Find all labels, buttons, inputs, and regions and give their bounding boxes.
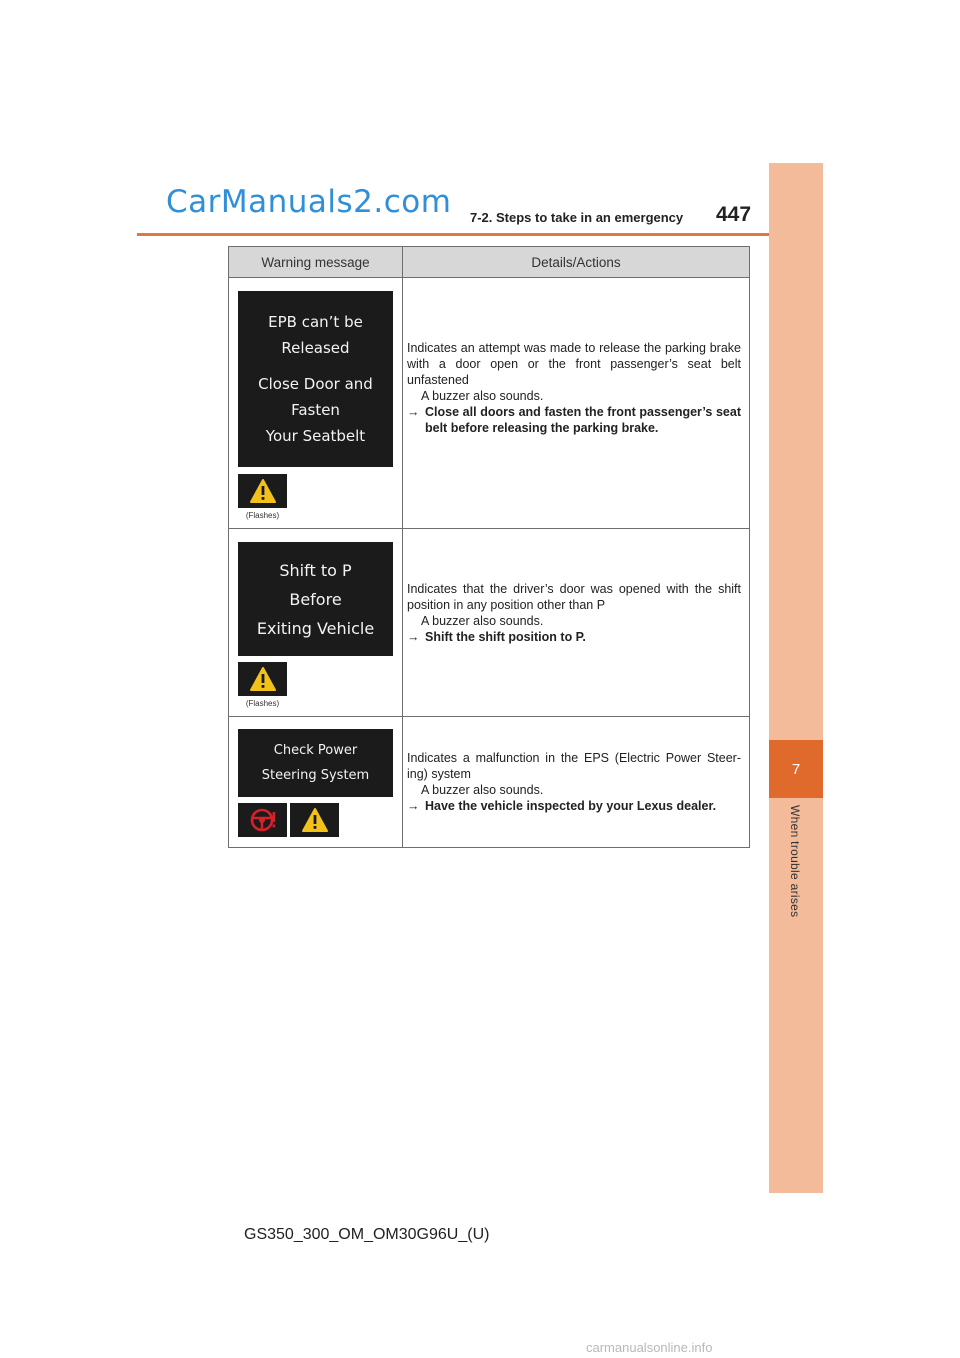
details-text <box>403 750 749 814</box>
warning-triangle-icon <box>250 479 276 503</box>
chapter-number: 7 <box>769 740 823 798</box>
details-cell <box>403 529 750 717</box>
page-number: 447 <box>716 203 752 226</box>
description: Indicates that the driver’s door was opened with the shift position in any position other than P <box>407 581 741 612</box>
action-instruction: → Shift the shift position to P. <box>407 629 586 644</box>
details-text <box>403 581 749 645</box>
buzzer-note: A buzzer also sounds. <box>421 613 544 628</box>
warning-light-icon <box>238 474 287 508</box>
arrow-right-icon: → <box>407 799 420 813</box>
buzzer-note: A buzzer also sounds. <box>421 389 544 403</box>
action-instruction: → Have the vehicle inspected by your Lexus dealer. <box>407 799 717 813</box>
display-text-line: EPB can’t be <box>268 313 363 331</box>
description: Indicates a malfunction in the EPS (Electric Power Steer-ing) system <box>407 751 741 781</box>
table-header-row <box>229 247 750 278</box>
details-cell <box>403 278 750 529</box>
warning-message-cell <box>229 529 403 717</box>
table-row <box>229 717 750 848</box>
warning-light-icon <box>238 662 287 696</box>
display-message-panel <box>238 729 393 797</box>
display-text-line: Before <box>289 589 342 609</box>
display-text-line: Check Power <box>273 743 358 758</box>
warning-triangle-icon <box>302 808 328 832</box>
display-text-line: Exiting Vehicle <box>256 618 375 638</box>
chapter-label: When trouble arises <box>788 805 802 918</box>
warning-message-cell <box>229 717 403 848</box>
header-details-actions: Details/Actions <box>403 247 750 278</box>
warning-message-cell <box>229 278 403 529</box>
steering-wheel-exclamation-icon <box>249 807 277 833</box>
details-text <box>403 340 749 436</box>
table-row <box>229 529 750 717</box>
document-code: GS350_300_OM_OM30G96U_(U) <box>244 1226 490 1243</box>
display-text-line: Shift to P <box>279 560 352 580</box>
display-text-line: Released <box>281 339 350 357</box>
arrow-right-icon: → <box>407 405 420 419</box>
warning-triangle-icon <box>250 667 276 691</box>
flashes-note: (Flashes) <box>245 511 280 520</box>
chapter-side-tab <box>769 163 823 1193</box>
display-text-line: Steering System <box>261 768 370 783</box>
display-text-line: Fasten <box>291 401 340 419</box>
display-text-line: Close Door and <box>258 375 373 393</box>
display-text-line: Your Seatbelt <box>265 427 366 445</box>
flashes-note: (Flashes) <box>245 699 280 708</box>
header-rule <box>137 233 823 236</box>
warning-light-icon <box>290 803 339 837</box>
display-message-panel <box>238 291 393 467</box>
watermark-footer: carmanualsonline.info <box>586 1340 713 1355</box>
action-instruction: → Close all doors and fasten the front passenger’s seat belt before releasing the parking brake. <box>407 405 741 435</box>
warning-message-table <box>228 246 750 848</box>
table-row <box>229 278 750 529</box>
eps-warning-light-icon <box>238 803 287 837</box>
details-cell <box>403 717 750 848</box>
description: Indicates an attempt was made to release the parking brake with a door open or the front passenger’s seat belt unfastened <box>407 341 741 387</box>
watermark-logo: CarManuals2.com <box>166 184 452 220</box>
buzzer-note: A buzzer also sounds. <box>421 783 544 797</box>
display-message-panel <box>238 542 393 656</box>
header-warning-message: Warning message <box>229 247 403 278</box>
section-title: 7-2. Steps to take in an emergency <box>470 210 684 225</box>
arrow-right-icon: → <box>407 629 420 644</box>
